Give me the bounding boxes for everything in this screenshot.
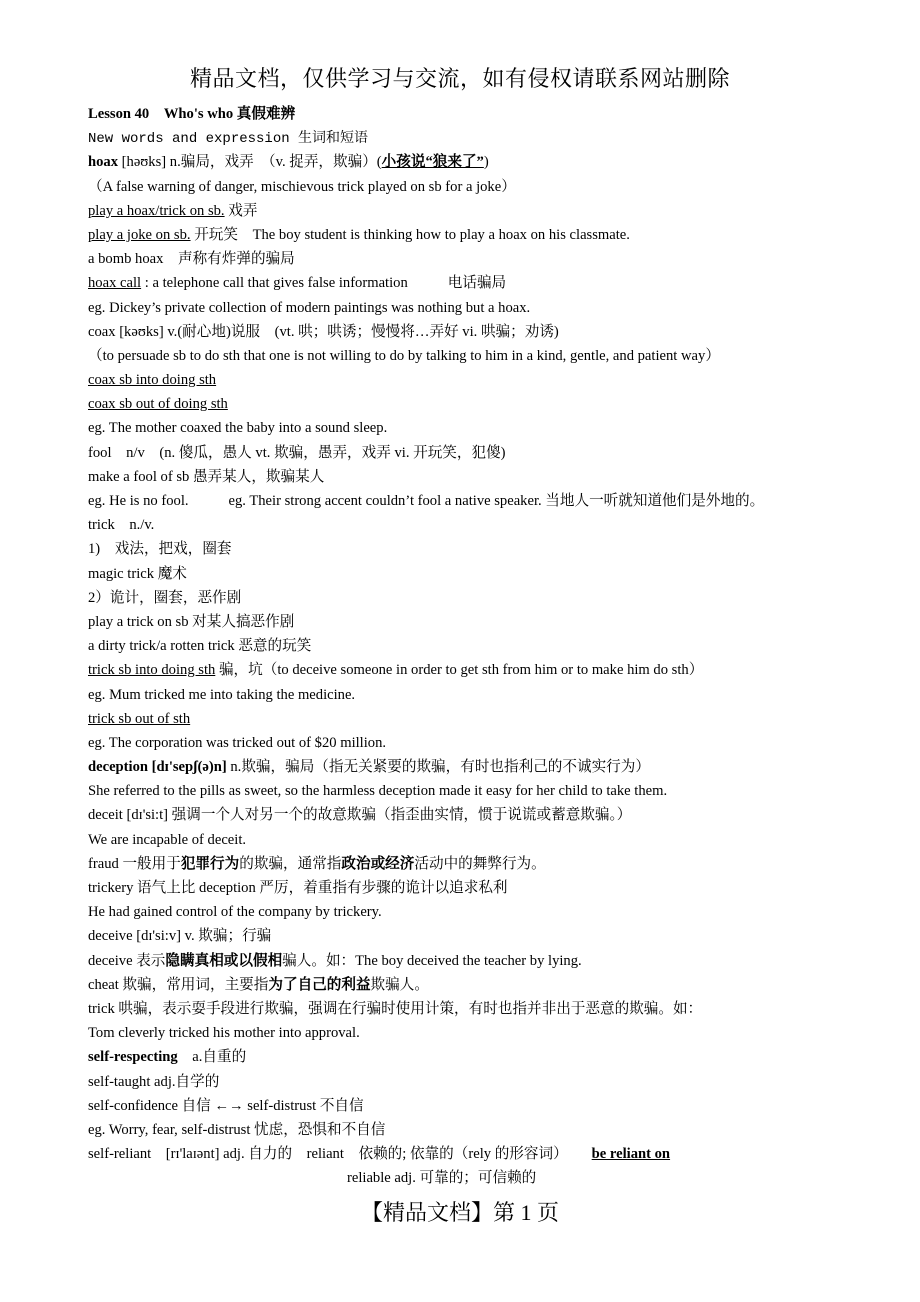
phrase-play-joke-rest: 开玩笑 The boy student is thinking how to play a hoax on his classmate. [190,226,630,243]
cheat-part-3: 欺骗人。 [370,976,429,993]
phrase-trick-into-en: trick sb into doing sth [88,662,216,679]
fraud-part-1: fraud 一般用于 [88,855,181,872]
deceive-part-3: 骗人。如：The boy deceived the teacher by lying. [282,952,582,969]
example-trick-out: eg. The corporation was tricked out of $20 million. [88,734,387,751]
coax-english-def: （to persuade sb to do sth that one is not willing to do by talking to him in a kind, gentle, and patient way） [88,347,720,364]
phrase-dirty-trick: a dirty trick/a rotten trick 恶意的玩笑 [88,638,312,655]
self-respecting-def: a.自重的 [177,1049,247,1066]
trick-sense-1: 1) 戏法，把戏，圈套 [88,541,232,558]
entry-trick: trick n./v. [88,517,155,534]
entry-self-respecting [88,1045,888,1069]
cheat-part-1: cheat 欺骗，常用词，主要指 [88,976,269,993]
example-fool [88,489,888,513]
example-fool-2: eg. Their strong accent couldn’t fool a native speaker. 当地人一听就知道他们是外地的。 [228,493,765,509]
fraud-part-3: 的欺骗，通常指 [239,855,342,872]
section-heading [88,126,888,150]
hoax-english-def: （A false warning of danger, mischievous trick played on sb for a joke） [88,178,516,195]
hoax-close: ) [483,154,489,171]
entry-self-taught: self-taught adj.自学的 [88,1073,220,1090]
fraud-part-2: 犯罪行为 [180,855,240,872]
example-deception: She referred to the pills as sweet, so the harmless deception made it easy for her child to take them. [88,783,668,800]
double-arrow-icon: ←→ [214,1097,244,1114]
hoax-definition: [həʊks] n.骗局，戏弄 （v. 捉弄，欺骗）( [118,154,382,171]
fraud-part-4: 政治或经济 [341,855,415,872]
headword-deception: deception [dɪ'sepʃ(ə)n] [88,759,227,776]
deceive-part-2: 隐瞒真相或以假相 [165,952,283,969]
headword-hoax: hoax [88,154,119,171]
fraud-part-5: 活动中的舞弊行为。 [414,855,546,872]
phrase-bomb-hoax: a bomb hoax 声称有炸弹的骗局 [88,251,295,268]
phrase-be-reliant-on: be reliant on [591,1146,671,1163]
example-trickery: He had gained control of the company by trickery. [88,904,382,921]
phrase-hoax-call-cn: 电话骗局 [447,275,507,292]
self-confidence-text: self-confidence 自信 [88,1097,215,1114]
entry-coax: coax [kəʊks] v.(耐心地)说服 (vt. 哄；哄诱；慢慢将…弄好 vi. 哄骗；劝诱) [88,323,559,340]
phrase-hoax-call-en: hoax call [88,275,142,292]
entry-deception [88,755,888,779]
entry-fool: fool n/v (n. 傻瓜，愚人 vt. 欺骗，愚弄，戏弄 vi. 开玩笑，犯傻) [88,444,506,461]
phrase-hoax-call-def: : a telephone call that gives false information [141,275,408,292]
phrase-trick-into [88,658,888,682]
phrase-hoax-call [88,271,888,295]
example-trick-approval: Tom cleverly tricked his mother into approval. [88,1025,360,1042]
lesson-title: Lesson 40 Who's who 真假难辨 [88,106,296,122]
page-footer: 【精品文档】第 1 页 [360,1200,559,1225]
self-distrust-text: self-distrust 不自信 [243,1097,364,1114]
document-body [88,102,888,1190]
entry-self-reliant [88,1142,888,1166]
deception-def: n.欺骗，骗局（指无关紧要的欺骗，有时也指利己的不诚实行为） [226,759,650,776]
example-self-distrust: eg. Worry, fear, self-distrust 忧虑，恐惧和不自信 [88,1121,386,1138]
deceive-part-1: deceive 表示 [88,952,166,969]
phrase-play-hoax-cn: 戏弄 [224,202,258,219]
phrase-play-trick: play a trick on sb 对某人搞恶作剧 [88,613,295,630]
phrase-magic-trick: magic trick 魔术 [88,565,187,582]
entry-trickery: trickery 语气上比 deception 严厉，着重指有步骤的诡计以追求私利 [88,880,508,896]
phrase-play-joke-en: play a joke on sb. [88,226,191,243]
example-hoax: eg. Dickey’s private collection of modern paintings was nothing but a hoax. [88,299,531,316]
hoax-note: 小孩说“狼来了” [381,154,484,171]
headword-self-respecting: self-respecting [88,1049,178,1066]
section-heading-text: New words and expression 生词和短语 [88,131,369,148]
phrase-trick-into-def: 骗，坑（to deceive someone in order to get sth from him or to make him do sth） [215,662,704,679]
example-coax: eg. The mother coaxed the baby into a sound sleep. [88,420,388,437]
entry-hoax [88,150,888,174]
self-reliant-text: self-reliant [rɪ'laɪənt] adj. 自力的 reliant 依赖的; 依靠的（rely 的形容词） [88,1146,568,1163]
page-header: 精品文档，仅供学习与交流，如有侵权请联系网站删除 [189,66,730,91]
entry-self-confidence [88,1094,888,1118]
entry-deceit: deceit [dɪ'si:t] 强调一个人对另一个的故意欺骗（指歪曲实情，惯于说谎或蓄意欺骗。） [88,807,632,824]
phrase-play-joke [88,223,888,247]
trick-sense-2: 2）诡计，圈套，恶作剧 [88,589,242,606]
phrase-coax-into: coax sb into doing sth [88,372,217,389]
usage-cheat [88,973,888,997]
example-trick-into: eg. Mum tricked me into taking the medicine. [88,686,356,703]
phrase-trick-out: trick sb out of sth [88,710,191,727]
example-fool-1: eg. He is no fool. [88,493,189,509]
phrase-play-hoax [88,199,888,223]
phrase-coax-out: coax sb out of doing sth [88,396,228,413]
phrase-play-hoax-en: play a hoax/trick on sb. [88,202,225,219]
entry-reliable: reliable adj. 可靠的；可信赖的 [347,1170,537,1187]
example-deceit: We are incapable of deceit. [88,831,247,848]
usage-deceive [88,949,888,973]
entry-fraud [88,852,888,876]
phrase-make-fool: make a fool of sb 愚弄某人，欺骗某人 [88,468,325,485]
entry-deceive: deceive [dɪ'si:v] v. 欺骗；行骗 [88,928,272,945]
cheat-part-2: 为了自己的利益 [268,976,371,993]
usage-trick: trick 哄骗，表示耍手段进行欺骗，强调在行骗时使用计策，有时也指并非出于恶意的欺骗。如： [88,1000,703,1017]
